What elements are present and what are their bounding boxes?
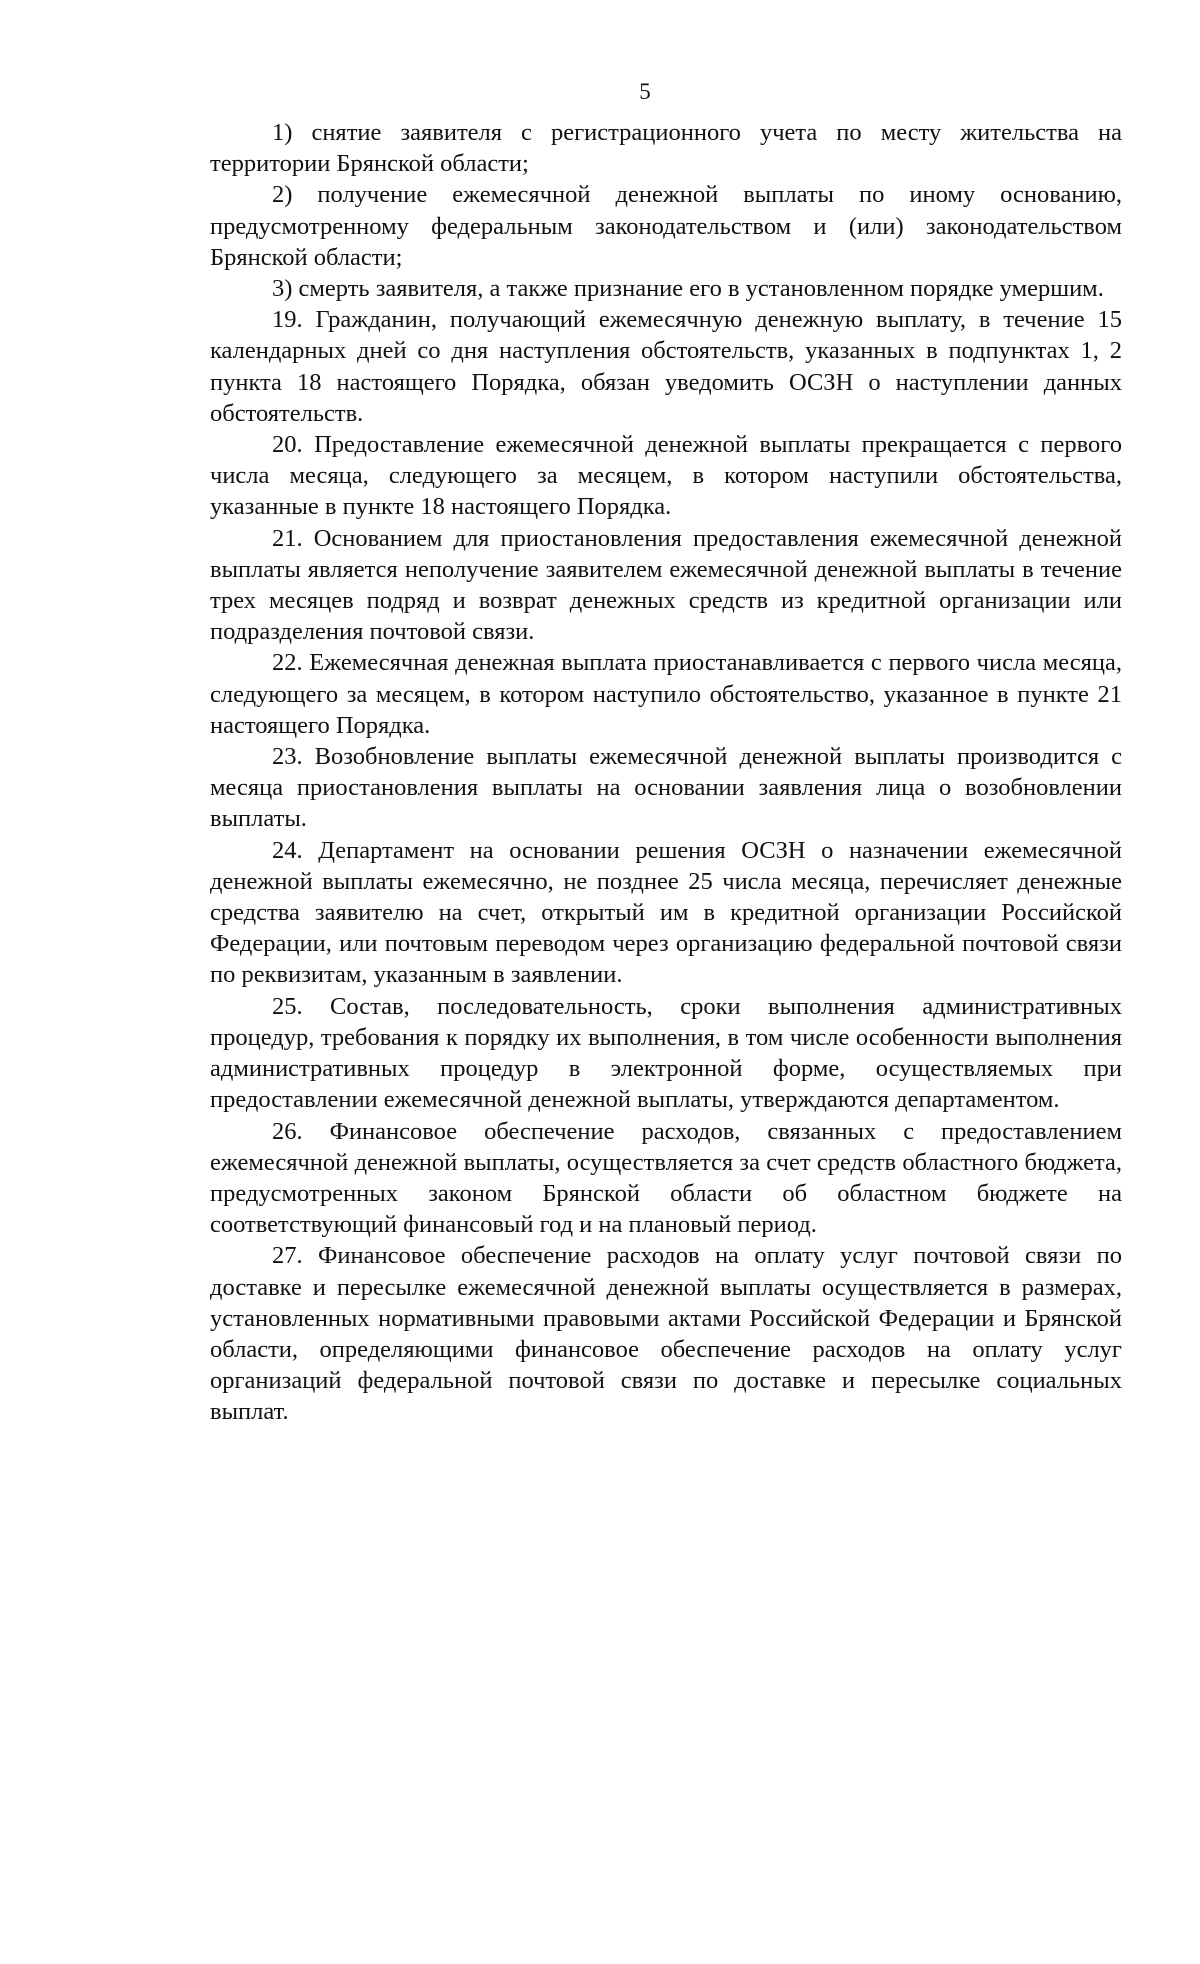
paragraph-20: 20. Предоставление ежемесячной денежной выплаты прекращается с первого числа месяца, следующего за месяцем, в котором наступили обстоятельства, указанные в пункте 18 настоящего Порядка.	[210, 431, 1122, 521]
document-body	[210, 117, 1122, 1428]
paragraph-25: 25. Состав, последовательность, сроки выполнения административных процедур, требования к порядку их выполнения, в том числе особенности выполнения административных процедур в электронной форме, осуществляемых при предоставлении ежемесячной денежной выплаты, утверждаются департаментом.	[210, 992, 1122, 1114]
page-number: 5	[639, 79, 651, 104]
paragraph-subitem-1: 1) снятие заявителя с регистрационного учета по месту жительства на территории Брянской области;	[210, 119, 1122, 178]
paragraph-24: 24. Департамент на основании решения ОСЗН о назначении ежемесячной денежной выплаты ежемесячно, не позднее 25 числа месяца, перечисляет денежные средства заявителю на счет, открытый им в кредитной организации Российской Федерации, или почтовым переводом через организацию федеральной почтовой связи по реквизитам, указанным в заявлении.	[210, 836, 1122, 989]
paragraph-23: 23. Возобновление выплаты ежемесячной денежной выплаты производится с месяца приостановления выплаты на основании заявления лица о возобновлении выплаты.	[210, 743, 1122, 833]
paragraph-19: 19. Гражданин, получающий ежемесячную денежную выплату, в течение 15 календарных дней со дня наступления обстоятельств, указанных в подпунктах 1, 2 пункта 18 настоящего Порядка, обязан уведомить ОСЗН о наступлении данных обстоятельств.	[210, 306, 1122, 427]
paragraph-21: 21. Основанием для приостановления предоставления ежемесячной денежной выплаты является неполучение заявителем ежемесячной денежной выплаты в течение трех месяцев подряд и возврат денежных средств из кредитной организации или подразделения почтовой связи.	[210, 524, 1122, 646]
paragraph-26: 26. Финансовое обеспечение расходов, связанных с предоставлением ежемесячной денежной выплаты, осуществляется за счет средств областного бюджета, предусмотренных законом Брянской области об областном бюджете на соответствующий финансовый год и на плановый период.	[210, 1117, 1122, 1239]
paragraph-subitem-2: 2) получение ежемесячной денежной выплаты по иному основанию, предусмотренному федеральным законодательством и (или) законодательством Брянской области;	[210, 181, 1122, 271]
paragraph-22: 22. Ежемесячная денежная выплата приостанавливается с первого числа месяца, следующего за месяцем, в котором наступило обстоятельство, указанное в пункте 21 настоящего Порядка.	[210, 649, 1122, 739]
paragraph-27: 27. Финансовое обеспечение расходов на оплату услуг почтовой связи по доставке и пересылке ежемесячной денежной выплаты осуществляется в размерах, установленных нормативными правовыми актами Российской Федерации и Брянской области, определяющими финансовое обеспечение расходов на оплату услуг организаций федеральной почтовой связи по доставке и пересылке социальных выплат.	[210, 1242, 1122, 1426]
paragraph-subitem-3: 3) смерть заявителя, а также признание его в установленном порядке умершим.	[272, 275, 1104, 303]
